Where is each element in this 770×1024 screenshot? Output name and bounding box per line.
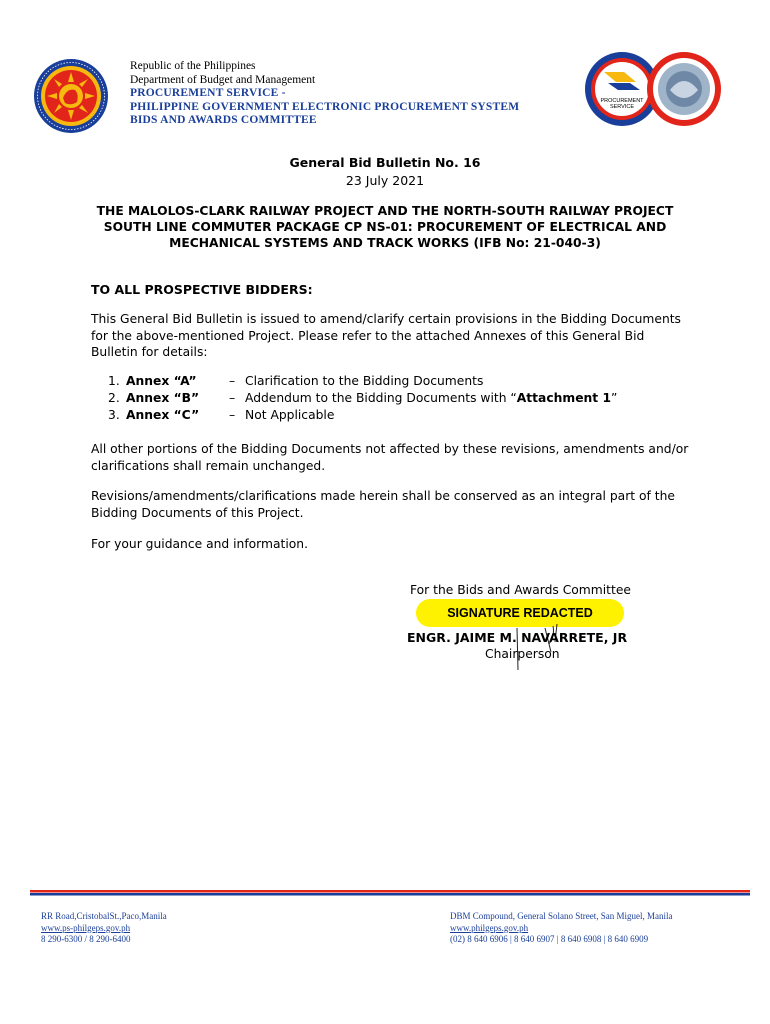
annex-dash: – — [229, 408, 236, 422]
project-title: THE MALOLOS-CLARK RAILWAY PROJECT AND THE NORTH-SOUTH RAILWAY PROJECT SOUTH LINE COMMUTER PACKAGE CP NS-01: PROCUREMENT OF ELECTRICAL AND MECHANICAL SYSTEMS AND TRACK WORKS (IFB No: 21-040-3) — [96, 204, 674, 250]
footer-right-website-link[interactable]: www.philgeps.gov.ph — [450, 922, 529, 933]
letterhead — [130, 60, 570, 128]
annex-number: 2. — [108, 391, 120, 405]
letterhead-procurement-service: PROCUREMENT SERVICE - — [130, 87, 286, 100]
letterhead-republic: Republic of the Philippines — [130, 60, 256, 72]
annex-item — [108, 408, 668, 425]
letterhead-philgeps: PHILIPPINE GOVERNMENT ELECTRONIC PROCUREMENT SYSTEM — [130, 100, 520, 113]
footer-right-contact — [450, 911, 672, 946]
signatory-title: Chairperson — [485, 647, 560, 661]
annex-item — [108, 391, 668, 408]
intro-paragraph: This General Bid Bulletin is issued to amend/clarify certain provisions in the Bidding Documents for the above-mentioned Project. Please refer to the attached Annexes of this General Bid Bulletin for details: — [91, 312, 681, 359]
footer-left-phone: 8 290-6300 / 8 290-6400 — [41, 934, 131, 944]
procurement-service-logo — [584, 50, 722, 128]
annex-description: Clarification to the Bidding Documents — [245, 374, 484, 388]
logo-text-procurement: PROCUREMENT — [600, 98, 644, 104]
signatory-name: ENGR. JAIME M. NAVARRETE, JR — [407, 630, 628, 645]
annex-name: Annex “B” — [126, 391, 200, 405]
annex-dash: – — [229, 391, 236, 405]
footer-left-address: RR Road,CristobalSt.,Paco,Manila — [41, 911, 167, 921]
guidance-paragraph: For your guidance and information. — [91, 537, 308, 551]
footer-right-phone: (02) 8 640 6906 | 8 640 6907 | 8 640 6908 | 8 640 6909 — [450, 934, 649, 944]
annex-dash: – — [229, 374, 236, 388]
dbm-seal-icon — [33, 58, 109, 134]
footer-divider — [30, 890, 750, 896]
unchanged-paragraph: All other portions of the Bidding Documents not affected by these revisions, amendments and/or clarifications shall remain unchanged. — [91, 442, 689, 473]
signature-redacted-badge: SIGNATURE REDACTED — [416, 599, 624, 627]
annex-list — [108, 374, 668, 425]
annex-description: Not Applicable — [245, 408, 335, 422]
annex-item — [108, 374, 668, 391]
annex-name: Annex “A” — [126, 374, 197, 388]
annex-number: 1. — [108, 374, 120, 388]
bulletin-date: 23 July 2021 — [345, 173, 425, 188]
for-committee-line: For the Bids and Awards Committee — [410, 583, 631, 597]
footer-left-website-link[interactable]: www.ps-philgeps.gov.ph — [41, 922, 131, 933]
annex-number: 3. — [108, 408, 120, 422]
annex-name: Annex “C” — [126, 408, 200, 422]
footer-left-contact — [41, 911, 167, 946]
footer-right-address: DBM Compound, General Solano Street, San Miguel, Manila — [450, 911, 673, 921]
logo-text-service: SERVICE — [609, 104, 635, 110]
bulletin-number: General Bid Bulletin No. 16 — [289, 155, 481, 170]
letterhead-bac: BIDS AND AWARDS COMMITTEE — [130, 114, 317, 127]
integral-part-paragraph: Revisions/amendments/clarifications made herein shall be conserved as an integral part of the Bidding Documents of this Project. — [91, 489, 675, 520]
addressee: TO ALL PROSPECTIVE BIDDERS: — [91, 282, 313, 297]
letterhead-department: Department of Budget and Management — [130, 73, 316, 86]
annex-description: Addendum to the Bidding Documents with “Attachment 1” — [245, 391, 618, 405]
